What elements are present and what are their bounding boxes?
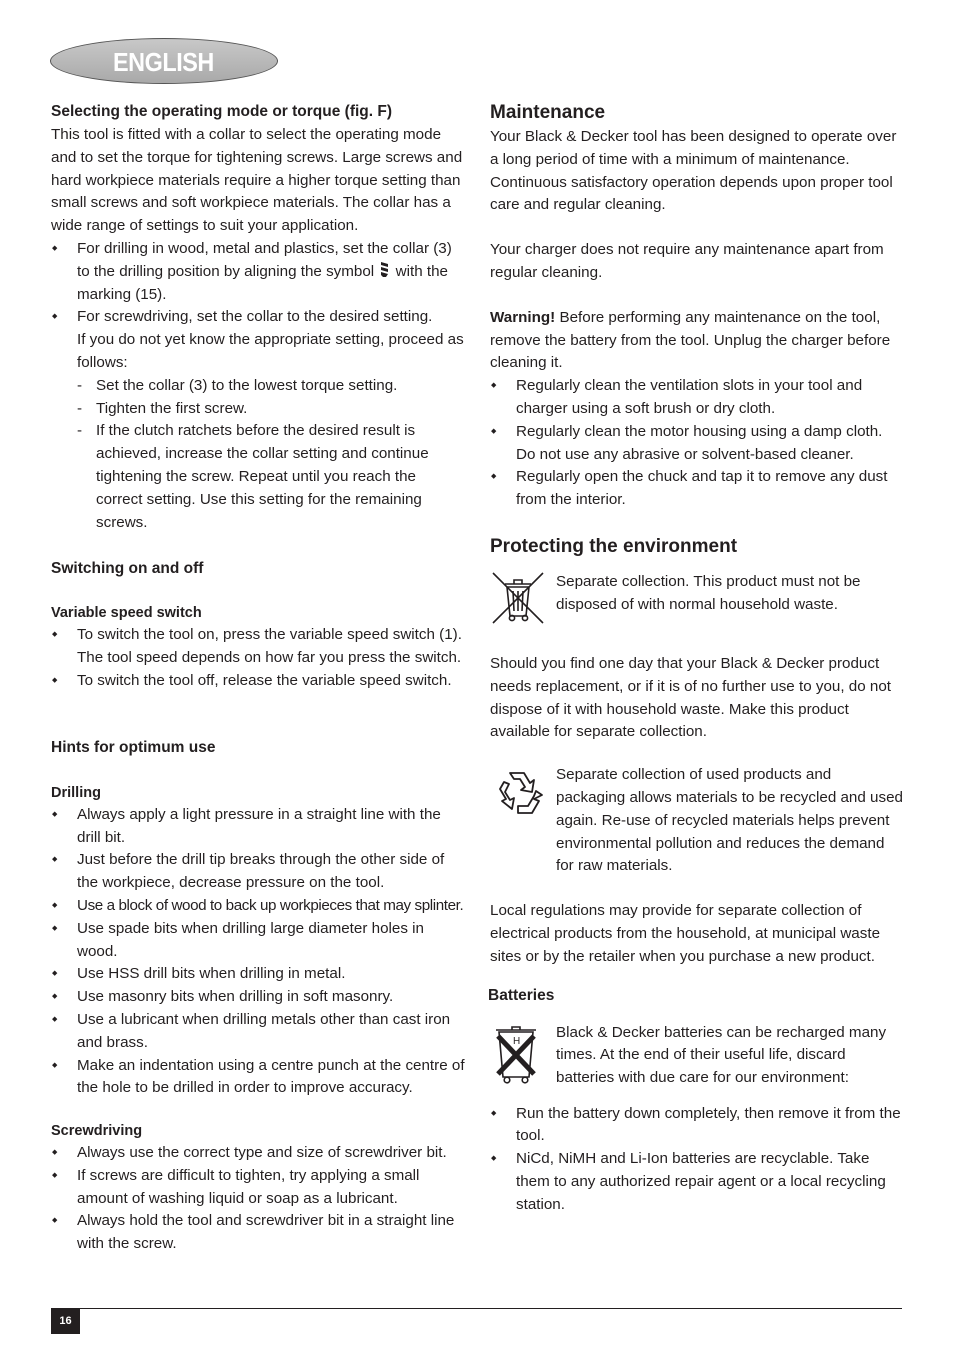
switching-list [51, 624, 465, 692]
crossed-bin-icon [490, 570, 546, 626]
screwdriving-subheading: Screwdriving [51, 1123, 143, 1140]
list-item: ◆ NiCd, NiMH and Li-Ion batteries are recyclable. Take them to any authorized repair agent or a local recycling station. [490, 1148, 904, 1216]
separate-collection-text: Separate collection. This product must not be disposed of with normal household waste. [556, 572, 861, 613]
list-item: ◆ Regularly clean the motor housing using a damp cloth. Do not use any abrasive or solvent-based cleaner. [490, 421, 904, 467]
left-column [51, 100, 465, 1256]
list-item: ◆ If screws are difficult to tighten, try applying a small amount of washing liquid or soap as a lubricant. [51, 1165, 465, 1211]
battery-bin-icon [490, 1022, 546, 1086]
page-number: 16 [51, 1309, 80, 1334]
battery-h-label: H [513, 1035, 521, 1047]
maintenance-list [490, 375, 904, 512]
right-column [490, 100, 904, 1217]
recycling-row [490, 765, 904, 878]
warning-label: Warning! [490, 308, 556, 326]
dash-item: - If the clutch ratchets before the desired result is achieved, increase the collar setting and continue tightening the screw. Repeat until you reach the correct setting. Use this setting for the remaining screws. [77, 420, 465, 534]
maintenance-heading: Maintenance [490, 102, 606, 123]
list-item: ◆ Always hold the tool and screwdriver bit in a straight line with the screw. [51, 1210, 465, 1256]
warning-paragraph: Warning! Before performing any maintenance on the tool, remove the battery from the tool. Unplug the charger before cleaning it. [490, 308, 891, 372]
batteries-heading: Batteries [488, 986, 555, 1004]
regulations-paragraph: Local regulations may provide for separate collection of electrical products from the household, at municipal waste sites or by the retailer when you purchase a new product. [490, 902, 881, 965]
operating-mode-intro: This tool is fitted with a collar to select the operating mode and to set the torque for tightening screws. Large screws and hard workpiece materials require a higher torque setting than small screws and soft workpiece materials. The collar has a wide range of settings to suit your application. [51, 126, 463, 235]
operating-mode-heading: Selecting the operating mode or torque (fig. F) [51, 103, 393, 120]
dash-list [77, 375, 465, 535]
hints-heading: Hints for optimum use [51, 738, 216, 756]
drill-symbol-icon [380, 261, 389, 278]
recycle-icon [490, 765, 546, 821]
list-item: ◆ Run the battery down completely, then remove it from the tool. [490, 1103, 904, 1149]
language-label: ENGLISH [113, 47, 214, 77]
batteries-text: Black & Decker batteries can be recharged many times. At the end of their useful life, discard batteries with due care for our environment: [556, 1023, 887, 1087]
screwdriving-list [51, 1142, 465, 1256]
list-item: ◆ Always use the correct type and size of screwdriver bit. [51, 1142, 465, 1165]
list-item: ◆ Make an indentation using a centre punch at the centre of the hole to be drilled in order to improve accuracy. [51, 1055, 465, 1101]
environment-heading: Protecting the environment [490, 535, 738, 557]
language-tab [50, 38, 278, 84]
charger-paragraph: Your charger does not require any maintenance apart from regular cleaning. [490, 241, 884, 281]
separate-collection-row [490, 570, 904, 631]
variable-speed-subheading: Variable speed switch [51, 605, 202, 622]
batteries-list [490, 1103, 904, 1217]
list-item: ◆ For drilling in wood, metal and plastics, set the collar (3) to the drilling position by aligning the symbol with the marking (15). [51, 238, 465, 306]
list-item: ◆ Regularly open the chuck and tap it to remove any dust from the interior. [490, 466, 904, 512]
dash-item: - Set the collar (3) to the lowest torque setting. [77, 375, 465, 398]
footer-rule [51, 1308, 902, 1309]
list-item: ◆ Just before the drill tip breaks through the other side of the workpiece, decrease pressure on the tool. [51, 849, 465, 895]
operating-mode-list [51, 238, 465, 534]
list-item: ◆ Use a lubricant when drilling metals other than cast iron and brass. [51, 1009, 465, 1055]
list-item: ◆ Always apply a light pressure in a straight line with the drill bit. [51, 804, 465, 850]
switching-heading: Switching on and off [51, 560, 204, 578]
maintenance-paragraph: Your Black & Decker tool has been designed to operate over a long period of time with a minimum of maintenance. Continuous satisfactory operation depends upon proper tool care and regular cleaning. [490, 128, 897, 214]
list-item: ◆ For screwdriving, set the collar to the desired setting. If you do not yet know the appropriate setting, proceed as follows: - Set the collar (3) to the lowest torque setting. - Tighten the first screw. - If the clutch ratchets before the desired result is achieved, increase the collar setting and continue tightening the screw. Repeat until you reach the correct setting. Use this setting for the remaining screws. [51, 306, 465, 534]
list-item: ◆ Use masonry bits when drilling in soft masonry. [51, 986, 465, 1009]
drilling-subheading: Drilling [51, 784, 101, 801]
list-item: ◆ To switch the tool off, release the variable speed switch. [51, 670, 465, 693]
list-item: ◆ To switch the tool on, press the variable speed switch (1). The tool speed depends on how far you press the switch. [51, 624, 465, 670]
replacement-paragraph: Should you find one day that your Black & Decker product needs replacement, or if it is of no further use to you, do not dispose of it with household waste. Make this product available for separate collection. [490, 654, 892, 741]
list-item: ◆ Use HSS drill bits when drilling in metal. [51, 963, 465, 986]
dash-item: - Tighten the first screw. [77, 398, 465, 421]
batteries-row [490, 1022, 904, 1091]
list-item: ◆ Use a block of wood to back up workpieces that may splinter. [51, 895, 465, 918]
list-item: ◆ Use spade bits when drilling large diameter holes in wood. [51, 918, 465, 964]
list-item: ◆ Regularly clean the ventilation slots in your tool and charger using a soft brush or dry cloth. [490, 375, 904, 421]
recycling-text: Separate collection of used products and packaging allows materials to be recycled and used again. Re-use of recycled materials helps prevent environmental pollution and reduces the demand for raw materials. [556, 766, 903, 875]
drilling-list [51, 804, 465, 1100]
